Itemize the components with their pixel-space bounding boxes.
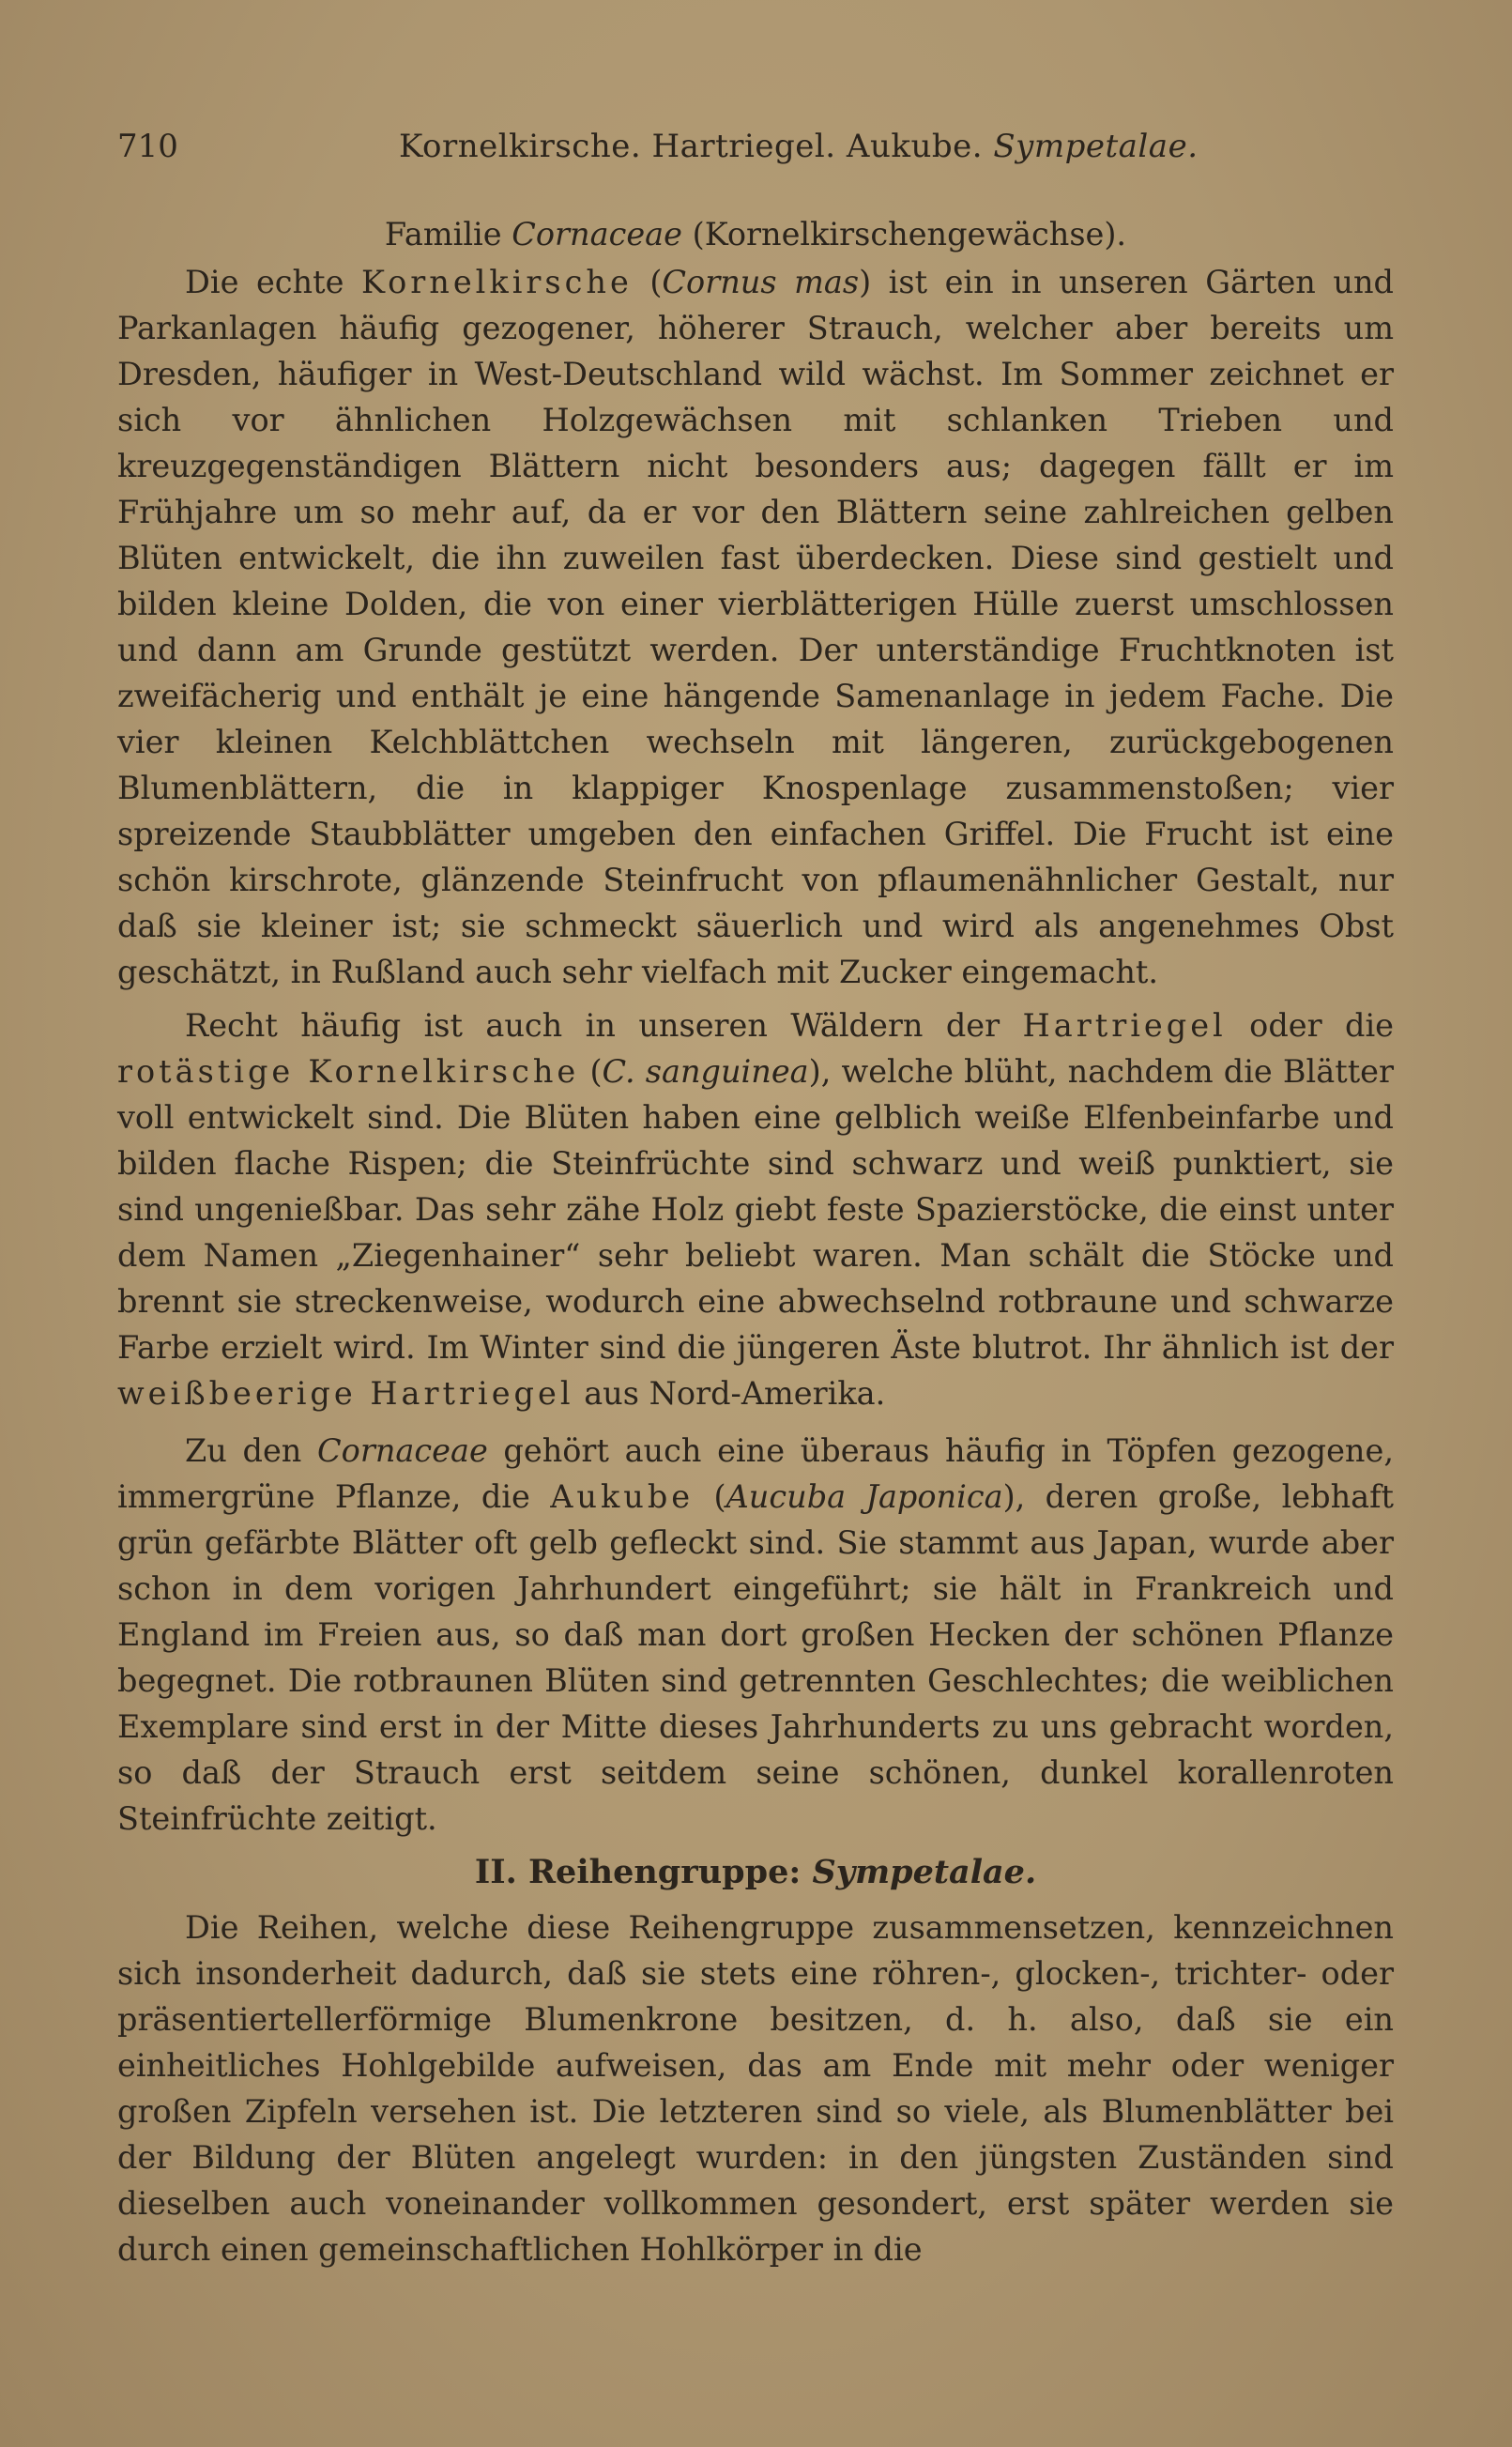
p3-text-a: Zu den	[185, 1432, 302, 1469]
p3-term-aukube: Aukube	[550, 1478, 695, 1515]
family-heading	[117, 211, 1394, 257]
p3-text-e: (	[713, 1478, 726, 1515]
p2-term-hartriegel: Hartriegel	[1022, 1007, 1227, 1044]
paragraph-hartriegel	[117, 1002, 1394, 1416]
p1-latin-cornus-mas: Cornus mas	[662, 264, 860, 300]
p3-text-c: gehört auch eine überaus häufig in Töpfen gezogene, immergrüne Pflanze, die	[117, 1432, 1394, 1515]
p2-term-weissbeerige: weißbeerige Hartriegel	[117, 1375, 574, 1412]
page-header	[117, 120, 1394, 176]
family-prefix: Familie	[384, 216, 502, 252]
p1-text-c: (	[649, 264, 663, 300]
page-number: 710	[117, 128, 178, 165]
section-paragraph: Die Reihen, welche diese Reihengruppe zusammensetzen, kennzeichnen sich insonderheit dadurch, daß sie stets eine röhren-, glocken-, trichter- oder präsentiertellerförmige Blumenkrone besitzen, d. h. also, daß sie ein einheitliches Hohlgebilde aufweisen, das am Ende mit mehr oder weniger großen Zipfeln versehen ist. Die letzteren sind so viele, als Blumenblätter bei der Bildung der Blüten angelegt wurden: in den jüngsten Zuständen sind dieselben auch voneinander vollkommen gesondert, erst später werden sie durch einen gemeinschaftlichen Hohlkörper in die	[117, 1909, 1394, 2268]
p1-text-e: ) ist ein in unseren Gärten und Parkanlagen häufig gezogener, höherer Strauch, welcher aber bereits um Dresden, häufiger in West-Deutschland wild wächst. Im Sommer zeichnet er sich vor ähnlichen Holzgewächsen mit schlanken Trieben und kreuzgegenständigen Blättern nicht besonders aus; dagegen fällt er im Frühjahre um so mehr auf, da er vor den Blättern seine zahlreichen gelben Blüten entwickelt, die ihn zuweilen fast überdecken. Diese sind gestielt und bilden kleine Dolden, die von einer vierblätterigen Hülle zuerst umschlossen und dann am Grunde gestützt werden. Der unterständige Fruchtknoten ist zweifächerig und enthält je eine hängende Samenanlage in jedem Fache. Die vier kleinen Kelchblättchen wechseln mit längeren, zurückgebogenen Blumenblättern, die in klappiger Knospenlage zusammenstoßen; vier spreizende Staubblätter umgeben den einfachen Griffel. Die Frucht ist eine schön kirschrote, glänzende Steinfrucht von pflaumenähnlicher Gestalt, nur daß sie kleiner ist; sie schmeckt säuerlich und wird als angenehmes Obst geschätzt, in Rußland auch sehr vielfach mit Zucker eingemacht.	[117, 264, 1394, 990]
p2-text-e: (	[589, 1053, 603, 1090]
paragraph-cornus-mas	[117, 259, 1394, 995]
p1-term-kornelkirsche: Kornelkirsche	[360, 264, 633, 300]
p3-text-g: ), deren große, lebhaft grün gefärbte Blätter oft gelb gefleckt sind. Sie stammt aus Japan, wurde aber schon in dem vorigen Jahrhundert eingeführt; sie hält in Frankreich und England im Freien aus, so daß man dort großen Hecken der schönen Pflanze begegnet. Die rotbraunen Blüten sind getrennten Geschlechtes; die weiblichen Exemplare sind erst in der Mitte dieses Jahrhunderts zu uns gebracht worden, so daß der Strauch erst seitdem seine schönen, dunkel korallenroten Steinfrüchte zeitigt.	[117, 1478, 1394, 1837]
paragraph-aukube	[117, 1428, 1394, 1842]
section-heading	[117, 1849, 1394, 1895]
p2-latin-sanguinea: C. sanguinea	[602, 1053, 809, 1090]
section-title-text: II. Reihengruppe:	[474, 1853, 802, 1891]
running-title-text: Kornelkirsche. Hartriegel. Aukube.	[399, 128, 984, 165]
p2-text-i: aus Nord-Amerika.	[584, 1375, 886, 1412]
p1-text-a: Die echte	[185, 264, 344, 300]
p2-text-g: ), welche blüht, nachdem die Blätter voll entwickelt sind. Die Blüten haben eine gelblich weiße Elfenbeinfarbe und bilden flache Rispen; die Steinfrüchte sind schwarz und weiß punktiert, sie sind ungenießbar. Das sehr zähe Holz giebt feste Spazierstöcke, die einst unter dem Namen „Ziegenhainer“ sehr beliebt waren. Man schält die Stöcke und brennt sie streckenweise, wodurch eine abwechselnd rotbraune und schwarze Farbe erzielt wird. Im Winter sind die jüngeren Äste blutrot. Ihr ähnlich ist der	[117, 1053, 1394, 1366]
family-name: Cornaceae	[512, 216, 682, 252]
running-title-italic: Sympetalae.	[993, 128, 1199, 165]
p3-latin-cornaceae: Cornaceae	[317, 1432, 488, 1469]
running-title	[399, 128, 1199, 165]
section-title-italic: Sympetalae.	[812, 1853, 1037, 1891]
p2-text-c: oder die	[1249, 1007, 1395, 1044]
section-sympetalae	[117, 1849, 1394, 2272]
p2-text-a: Recht häufig ist auch in unseren Wäldern der	[185, 1007, 1000, 1044]
body-text	[117, 211, 1394, 1842]
p2-term-rotaestige: rotästige Kornelkirsche	[117, 1053, 580, 1090]
family-suffix: (Kornelkirschengewächse).	[692, 216, 1127, 252]
p3-latin-aucuba: Aucuba Japonica	[725, 1478, 1003, 1515]
